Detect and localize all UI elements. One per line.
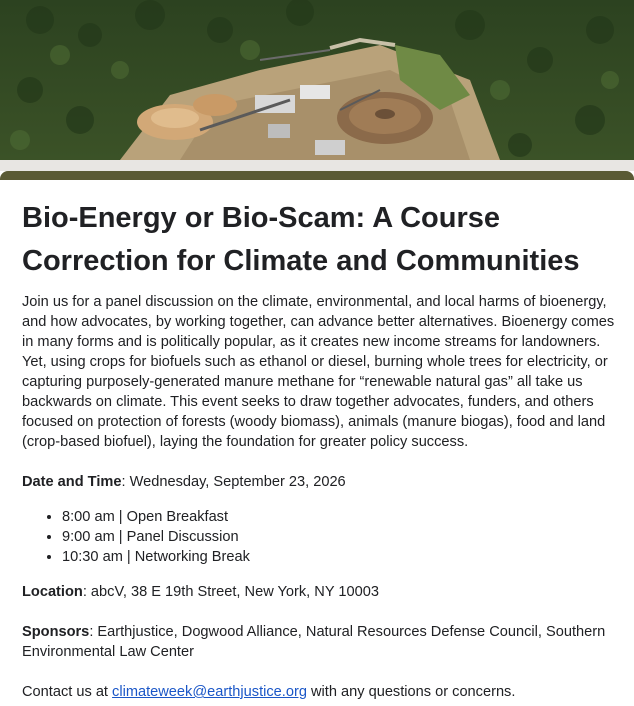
location-value: : abcV, 38 E 19th Street, New York, NY 10003 bbox=[82, 584, 379, 600]
sponsors-value: : Earthjustice, Dogwood Alliance, Natural Resources Defense Council, Southern Environmental Law Center bbox=[22, 624, 606, 660]
contact-suffix: with any questions or concerns. bbox=[306, 684, 516, 700]
date-time-value: : Wednesday, September 23, 2026 bbox=[121, 474, 346, 490]
location-row bbox=[22, 582, 620, 602]
date-time-label: Date and Time bbox=[22, 474, 122, 490]
event-description: Join us for a panel discussion on the climate, environmental, and local harms of bioenergy, and how advocates, by working together, can advance better alternatives. Bioenergy comes in many forms and is politically popular, as it creates new income streams for landowners. Yet, using crops for biofuels such as ethanol or diesel, burning whole trees for electricity, or capturing purposely-generated manure methane for “renewable natural gas” all take us backwards on climate. This event seeks to draw together advocates, funders, and others focused on protection of forests (woody biomass), animals (manure biogas), food and land (crop-based biofuel), laying the foundation for greater policy success. bbox=[22, 294, 615, 450]
hero-divider-strip bbox=[0, 160, 634, 171]
sponsors-row bbox=[22, 622, 620, 662]
contact-row bbox=[22, 682, 620, 702]
date-time-row bbox=[22, 472, 620, 492]
event-title: Bio-Energy or Bio-Scam: A Course Correction for Climate and Communities bbox=[22, 202, 580, 277]
location-label: Location bbox=[22, 584, 83, 600]
contact-email-link[interactable]: climateweek@earthjustice.org bbox=[112, 684, 307, 700]
sponsors-label: Sponsors bbox=[22, 624, 90, 640]
agenda-item: • 9:00 am | Panel Discussion bbox=[62, 527, 634, 547]
agenda-item: • 8:00 am | Open Breakfast bbox=[62, 507, 634, 527]
hero-image bbox=[0, 0, 634, 160]
agenda-list bbox=[22, 507, 634, 567]
contact-prefix: Contact us at bbox=[22, 684, 113, 700]
agenda-item: • 10:30 am | Networking Break bbox=[62, 547, 634, 567]
aerial-industrial-facility-image bbox=[0, 0, 634, 160]
